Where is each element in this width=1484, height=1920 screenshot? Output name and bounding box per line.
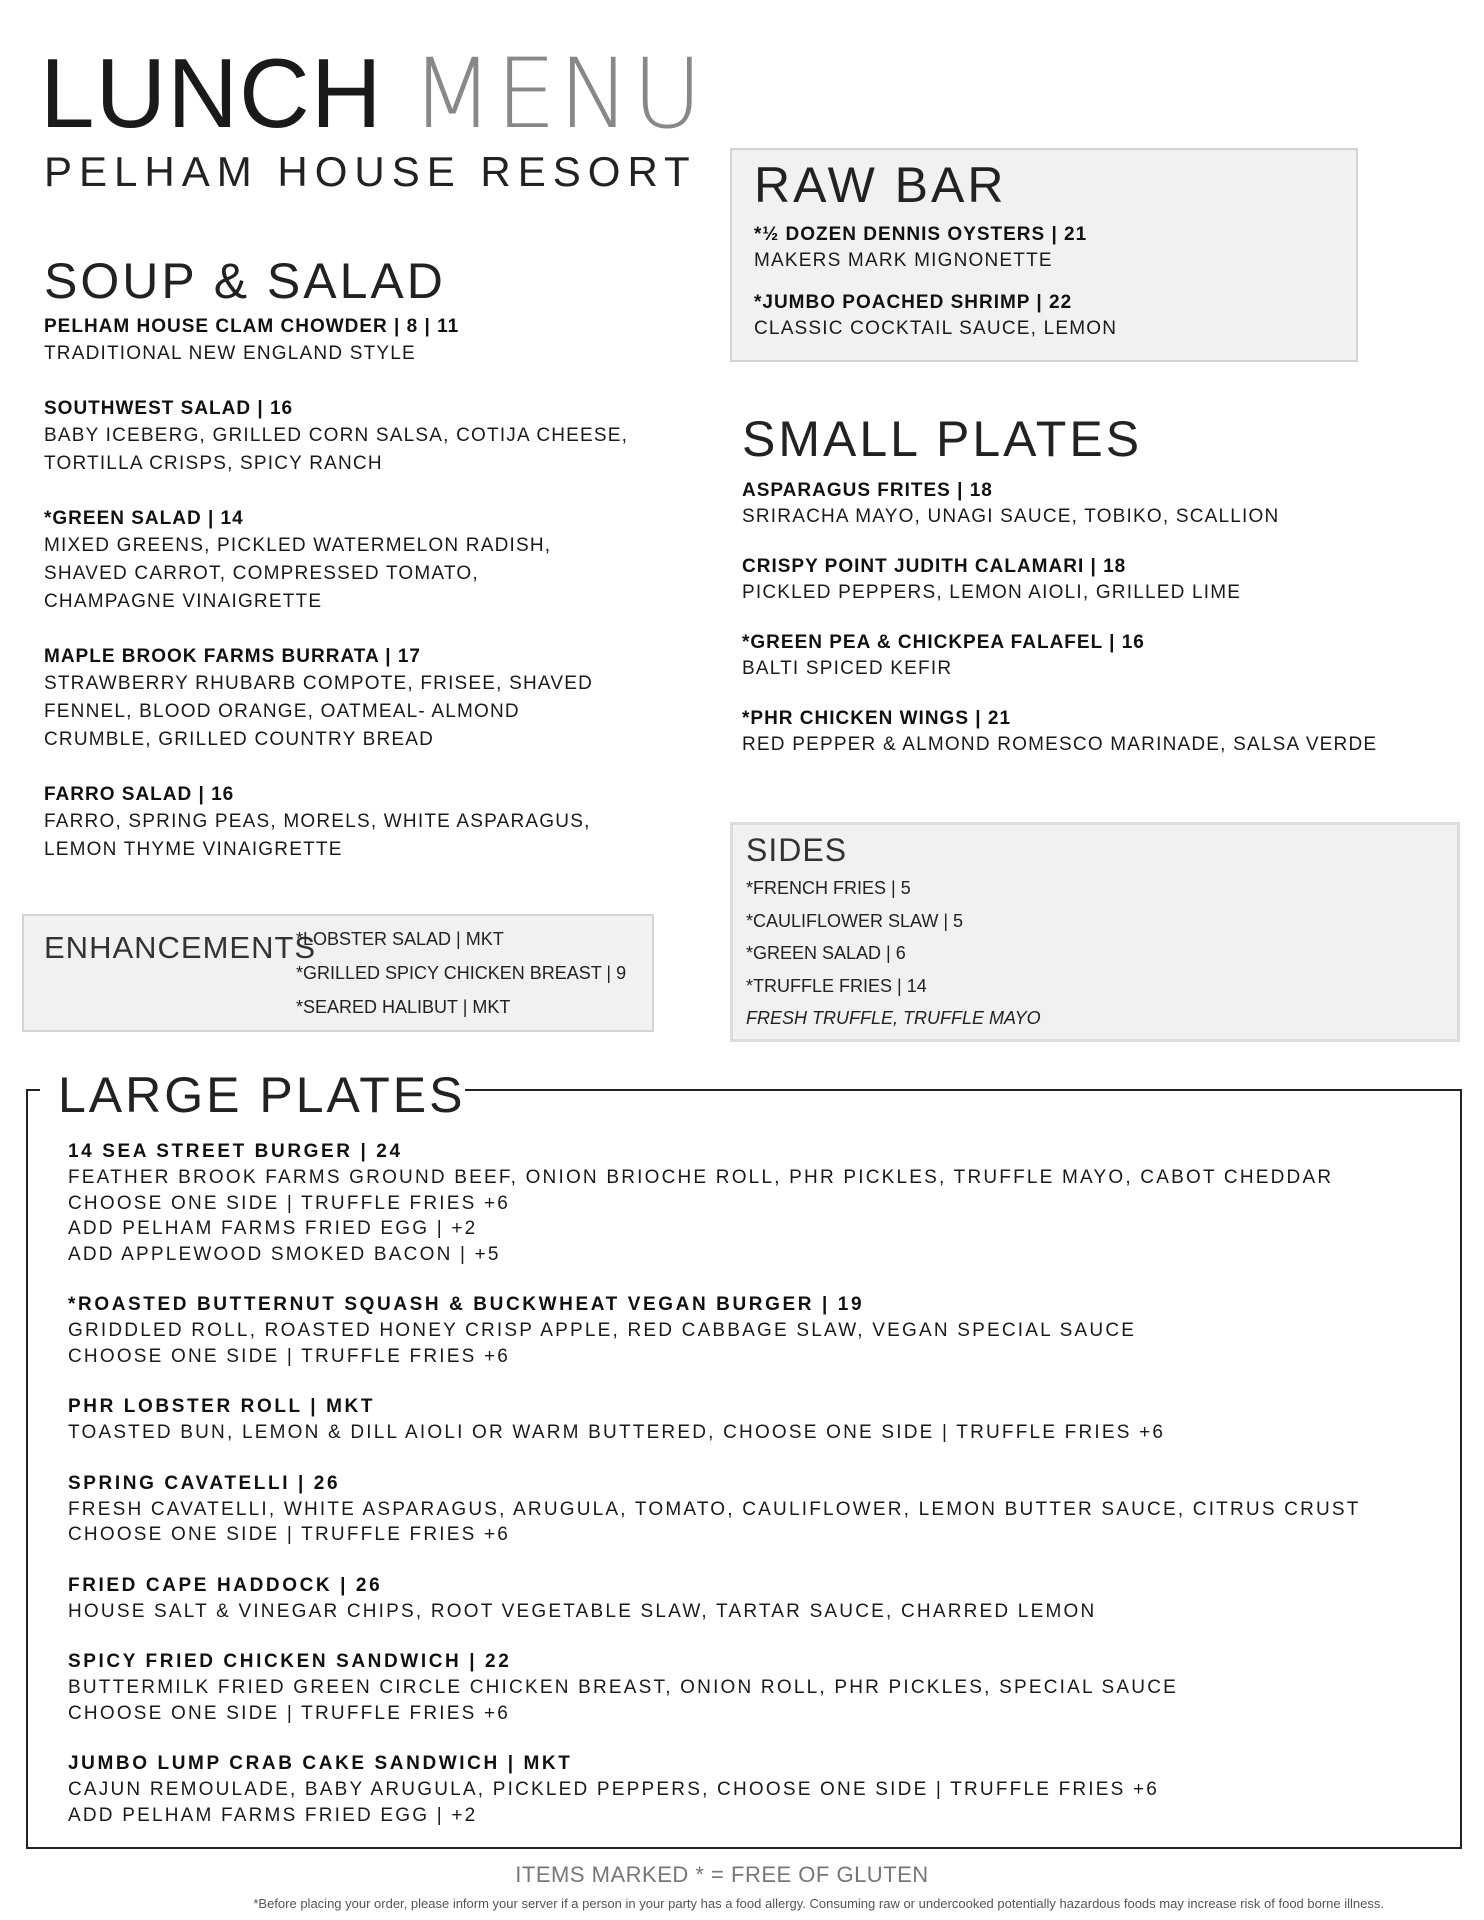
- description-line: TRADITIONAL NEW ENGLAND STYLE: [44, 343, 416, 364]
- menu-item: [68, 1292, 1448, 1369]
- enhancements-list: [296, 922, 626, 1024]
- menu-item-name: CRISPY POINT JUDITH CALAMARI | 18: [742, 556, 1127, 577]
- description-line: HOUSE SALT & VINEGAR CHIPS, ROOT VEGETABLE SLAW, TARTAR SAUCE, CHARRED LEMON: [68, 1600, 1097, 1622]
- menu-title-bold: LUNCH: [40, 38, 383, 148]
- menu-item: [754, 222, 1344, 274]
- menu-item: [68, 1573, 1448, 1625]
- menu-item-name: 14 SEA STREET BURGER | 24: [68, 1141, 403, 1162]
- description-line: TOASTED BUN, LEMON & DILL AIOLI OR WARM BUTTERED, CHOOSE ONE SIDE | TRUFFLE FRIES +6: [68, 1422, 1166, 1443]
- menu-item-description: [68, 1497, 1448, 1548]
- menu-item: [754, 290, 1344, 342]
- side-item: *FRENCH FRIES | 5: [746, 878, 911, 898]
- menu-item: [44, 506, 704, 616]
- description-line: MAKERS MARK MIGNONETTE: [754, 250, 1053, 271]
- description-line: FENNEL, BLOOD ORANGE, OATMEAL- ALMOND: [44, 701, 520, 722]
- menu-item-description: [44, 532, 704, 616]
- menu-item: [742, 554, 1442, 606]
- menu-item-name: JUMBO LUMP CRAB CAKE SANDWICH | MKT: [68, 1753, 573, 1774]
- menu-item-description: [68, 1318, 1448, 1369]
- description-line: CAJUN REMOULADE, BABY ARUGULA, PICKLED PEPPERS, CHOOSE ONE SIDE | TRUFFLE FRIES +6: [68, 1779, 1160, 1800]
- large-plates-list: [68, 1139, 1448, 1853]
- menu-item-name: MAPLE BROOK FARMS BURRATA | 17: [44, 646, 421, 667]
- description-line: GRIDDLED ROLL, ROASTED HONEY CRISP APPLE, RED CABBAGE SLAW, VEGAN SPECIAL SAUCE: [68, 1320, 1137, 1341]
- description-line: FEATHER BROOK FARMS GROUND BEEF, ONION BRIOCHE ROLL, PHR PICKLES, TRUFFLE MAYO, CABOT CHEDDAR: [68, 1167, 1334, 1188]
- enhancement-item: *GRILLED SPICY CHICKEN BREAST | 9: [296, 963, 627, 983]
- description-line: BUTTERMILK FRIED GREEN CIRCLE CHICKEN BREAST, ONION ROLL, PHR PICKLES, SPECIAL SAUCE: [68, 1677, 1179, 1698]
- menu-item-name: *½ DOZEN DENNIS OYSTERS | 21: [754, 224, 1088, 245]
- menu-item-name: *GREEN SALAD | 14: [44, 508, 244, 529]
- menu-item-name: SPICY FRIED CHICKEN SANDWICH | 22: [68, 1651, 512, 1672]
- description-line: CRUMBLE, GRILLED COUNTRY BREAD: [44, 729, 435, 750]
- description-line: BALTI SPICED KEFIR: [742, 658, 953, 679]
- menu-item-name: *PHR CHICKEN WINGS | 21: [742, 708, 1012, 729]
- menu-item-description: [44, 422, 704, 478]
- menu-item-name: FARRO SALAD | 16: [44, 784, 235, 805]
- frame-top-rule-left: [26, 1089, 40, 1091]
- menu-item-name: *JUMBO POACHED SHRIMP | 22: [754, 292, 1073, 313]
- menu-item-name: FRIED CAPE HADDOCK | 26: [68, 1574, 383, 1596]
- sides-heading: SIDES: [746, 832, 848, 868]
- allergy-disclaimer: *Before placing your order, please inform your server if a person in your party has a food allergy. Consuming raw or undercooked potentially hazardous foods may increase risk of food borne illness.: [253, 1896, 1384, 1911]
- description-line: TORTILLA CRISPS, SPICY RANCH: [44, 453, 383, 474]
- enhancement-item: *LOBSTER SALAD | MKT: [296, 929, 504, 949]
- menu-item: [44, 782, 704, 864]
- frame-top-rule-right: [454, 1089, 1462, 1091]
- menu-item-description: [44, 670, 704, 754]
- small-plates-list: [742, 478, 1442, 782]
- side-note: FRESH TRUFFLE, TRUFFLE MAYO: [746, 1008, 1041, 1028]
- menu-item-name: SOUTHWEST SALAD | 16: [44, 398, 294, 419]
- menu-item-name: PHR LOBSTER ROLL | MKT: [68, 1396, 376, 1417]
- raw-bar-list: [754, 222, 1344, 358]
- description-line: STRAWBERRY RHUBARB COMPOTE, FRISEE, SHAVED: [44, 673, 594, 694]
- menu-item: [742, 706, 1442, 758]
- description-line: ADD APPLEWOOD SMOKED BACON | +5: [68, 1243, 501, 1265]
- description-line: FARRO, SPRING PEAS, MORELS, WHITE ASPARAGUS,: [44, 811, 591, 832]
- enhancement-item: *SEARED HALIBUT | MKT: [296, 997, 511, 1017]
- restaurant-name: PELHAM HOUSE RESORT: [44, 148, 697, 195]
- menu-item: [68, 1649, 1448, 1726]
- menu-item-name: *ROASTED BUTTERNUT SQUASH & BUCKWHEAT VEGAN BURGER | 19: [68, 1294, 865, 1315]
- menu-item: [44, 644, 704, 754]
- side-item: *CAULIFLOWER SLAW | 5: [746, 910, 964, 931]
- menu-item-description: [742, 504, 1442, 530]
- menu-item: [68, 1751, 1448, 1828]
- description-line: FRESH CAVATELLI, WHITE ASPARAGUS, ARUGULA, TOMATO, CAULIFLOWER, LEMON BUTTER SAUCE, CITRUS CRUST: [68, 1498, 1361, 1520]
- enhancements-heading: ENHANCEMENTS: [44, 930, 317, 965]
- menu-item-description: [44, 808, 704, 864]
- description-line: SHAVED CARROT, COMPRESSED TOMATO,: [44, 563, 479, 584]
- description-line: MIXED GREENS, PICKLED WATERMELON RADISH,: [44, 535, 552, 556]
- menu-item-description: [68, 1675, 1448, 1726]
- description-line: SRIRACHA MAYO, UNAGI SAUCE, TOBIKO, SCALLION: [742, 506, 1280, 527]
- gluten-free-note: ITEMS MARKED * = FREE OF GLUTEN: [515, 1862, 929, 1887]
- menu-item-description: [742, 580, 1442, 606]
- small-plates-heading: SMALL PLATES: [742, 411, 1143, 467]
- menu-item-name: *GREEN PEA & CHICKPEA FALAFEL | 16: [742, 632, 1145, 653]
- description-line: CHOOSE ONE SIDE | TRUFFLE FRIES +6: [68, 1702, 511, 1724]
- menu-title: [40, 38, 705, 150]
- description-line: CLASSIC COCKTAIL SAUCE, LEMON: [754, 318, 1118, 339]
- menu-item: [44, 314, 704, 368]
- menu-item-description: [68, 1165, 1448, 1267]
- raw-bar-heading: RAW BAR: [754, 157, 1007, 213]
- soup-salad-list: [44, 314, 704, 892]
- menu-item: [68, 1471, 1448, 1548]
- menu-item: [68, 1394, 1448, 1446]
- side-item: *GREEN SALAD | 6: [746, 943, 906, 963]
- description-line: PICKLED PEPPERS, LEMON AIOLI, GRILLED LIME: [742, 582, 1242, 603]
- description-line: CHAMPAGNE VINAIGRETTE: [44, 591, 323, 612]
- soup-salad-heading: SOUP & SALAD: [44, 253, 446, 309]
- menu-item-description: [742, 656, 1442, 682]
- large-plates-heading: LARGE PLATES: [58, 1067, 466, 1123]
- sides-list: [746, 872, 1446, 1035]
- menu-item-description: [44, 340, 704, 368]
- description-line: CHOOSE ONE SIDE | TRUFFLE FRIES +6: [68, 1524, 511, 1545]
- description-line: ADD PELHAM FARMS FRIED EGG | +2: [68, 1804, 478, 1826]
- description-line: CHOOSE ONE SIDE | TRUFFLE FRIES +6: [68, 1345, 511, 1367]
- menu-item-description: [68, 1777, 1448, 1828]
- description-line: ADD PELHAM FARMS FRIED EGG | +2: [68, 1218, 478, 1239]
- menu-item-description: [68, 1599, 1448, 1625]
- menu-item: [742, 478, 1442, 530]
- side-item: *TRUFFLE FRIES | 14: [746, 975, 927, 996]
- menu-item: [68, 1139, 1448, 1267]
- menu-item-description: [754, 316, 1344, 342]
- menu-item-name: SPRING CAVATELLI | 26: [68, 1472, 341, 1494]
- description-line: LEMON THYME VINAIGRETTE: [44, 839, 343, 860]
- menu-item-name: PELHAM HOUSE CLAM CHOWDER | 8 | 11: [44, 316, 460, 337]
- menu-title-light: MENU: [410, 38, 705, 150]
- menu-item-description: [68, 1420, 1448, 1446]
- menu-item: [44, 396, 704, 478]
- menu-item-description: [742, 732, 1442, 758]
- menu-item: [742, 630, 1442, 682]
- menu-item-name: ASPARAGUS FRITES | 18: [742, 480, 993, 501]
- menu-item-description: [754, 248, 1344, 274]
- description-line: BABY ICEBERG, GRILLED CORN SALSA, COTIJA CHEESE,: [44, 425, 629, 446]
- description-line: CHOOSE ONE SIDE | TRUFFLE FRIES +6: [68, 1192, 511, 1214]
- description-line: RED PEPPER & ALMOND ROMESCO MARINADE, SALSA VERDE: [742, 734, 1378, 755]
